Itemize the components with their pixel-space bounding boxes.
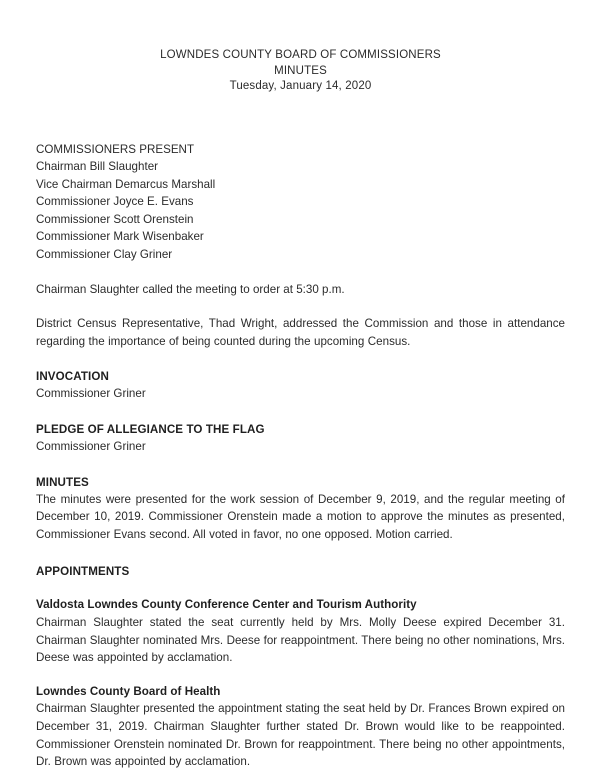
- appointment-item: [36, 683, 565, 771]
- commissioner-name: Chairman Bill Slaughter: [36, 160, 159, 174]
- commissioner-name: Commissioner Scott Orenstein: [36, 212, 194, 226]
- invocation-body: Commissioner Griner: [36, 387, 146, 401]
- census-representative-paragraph: District Census Representative, Thad Wright, addressed the Commission and those in attendance regarding the importance of being counted during the upcoming Census.: [36, 317, 565, 348]
- section-pledge-of-allegiance: [36, 421, 565, 456]
- section-invocation: [36, 368, 565, 403]
- appointments-heading: APPOINTMENTS: [36, 565, 130, 579]
- appointment-title: Lowndes County Board of Health: [36, 684, 221, 698]
- appointment-body: Chairman Slaughter stated the seat currently held by Mrs. Molly Deese expired December 31. Chairman Slaughter nominated Mrs. Deese for reappointment. There being no other nominations, Mrs. Deese was appointed by acclamation.: [36, 616, 566, 665]
- commissioner-name: Commissioner Clay Griner: [36, 248, 173, 262]
- pledge-body: Commissioner Griner: [36, 440, 146, 454]
- appointment-item: [36, 596, 565, 666]
- commissioners-present-heading: COMMISSIONERS PRESENT: [36, 142, 195, 156]
- called-to-order-paragraph: Chairman Slaughter called the meeting to order at 5:30 p.m.: [36, 282, 345, 296]
- document-title-line-1: LOWNDES COUNTY BOARD OF COMMISSIONERS: [160, 49, 441, 61]
- section-appointments: [36, 563, 565, 770]
- pledge-heading: PLEDGE OF ALLEGIANCE TO THE FLAG: [36, 423, 265, 437]
- appointment-body: Chairman Slaughter presented the appointment stating the seat held by Dr. Frances Brown expired on December 31, 2019. Chairman Slaughter further stated Dr. Brown would like to be reappointed. Commissioner Orenstein nominated Dr. Brown for reappointment. There being no other appointments, Dr. Brown was appointed by acclamation.: [36, 702, 565, 769]
- document-title-line-2: MINUTES: [274, 64, 327, 77]
- minutes-body: The minutes were presented for the work session of December 9, 2019, and the regular meeting of December 10, 2019. Commissioner Orenstein made a motion to approve the minutes as presented, Commissioner Evans second. All voted in favor, no one opposed. Motion carried.: [36, 492, 565, 541]
- commissioner-name: Commissioner Mark Wisenbaker: [36, 230, 204, 244]
- appointment-title: Valdosta Lowndes County Conference Center and Tourism Authority: [36, 598, 417, 612]
- commissioners-present-block: [36, 141, 565, 264]
- commissioner-name: Vice Chairman Demarcus Marshall: [36, 177, 216, 191]
- commissioner-name: Commissioner Joyce E. Evans: [36, 195, 194, 209]
- minutes-heading: MINUTES: [36, 475, 89, 489]
- document-content: [36, 0, 565, 771]
- document-title-block: [36, 0, 565, 95]
- section-minutes: [36, 474, 565, 544]
- document-date-line: Tuesday, January 14, 2020: [229, 80, 372, 92]
- invocation-heading: INVOCATION: [36, 370, 109, 384]
